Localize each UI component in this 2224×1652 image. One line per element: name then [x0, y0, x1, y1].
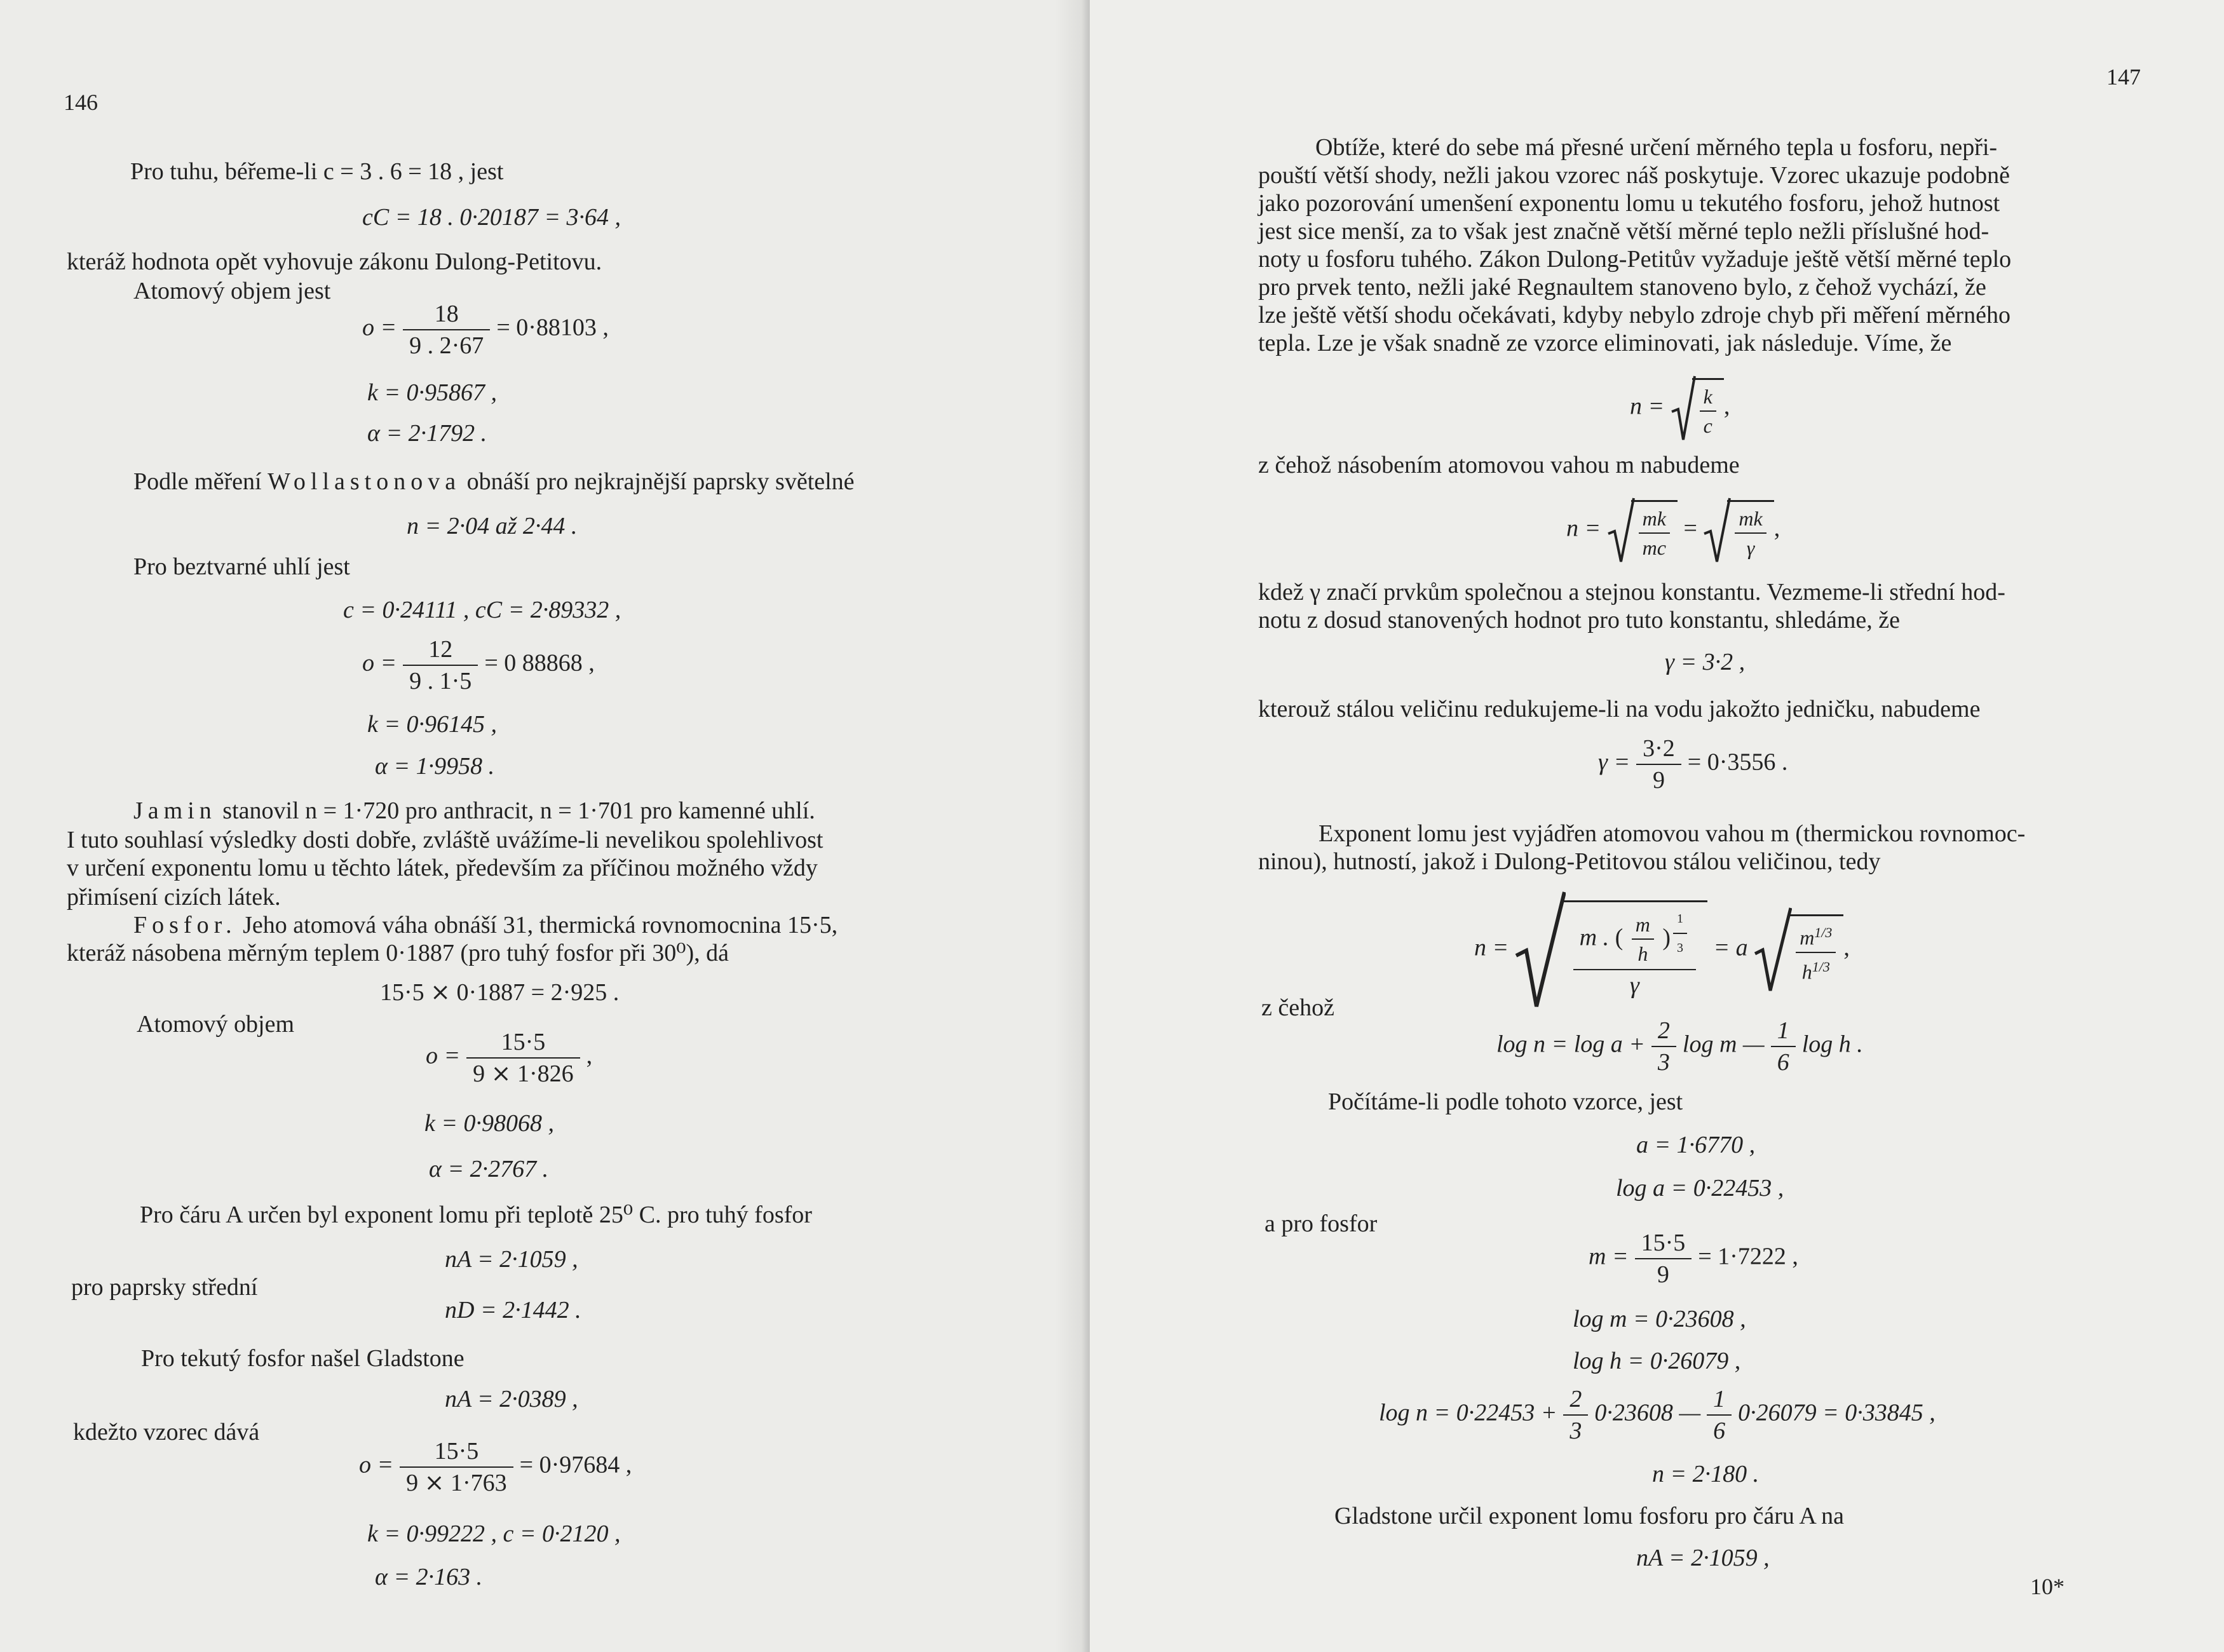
name-jamin: Jamin	[133, 797, 217, 824]
equation: α = 1·9958 .	[375, 753, 495, 780]
text-line: Pro čáru A určen byl exponent lomu při teplotě 25⁰ C. pro tuhý fosfor	[140, 1202, 812, 1228]
heading-fosfor: Fosfor.	[133, 912, 237, 938]
equation-radical: n = m . ( $\frac{m}{h}$ ) $^{\frac{1}{3}}$ γ = a $\frac{m^{1/3}}{h^{1/3}}$ ,	[1474, 890, 1850, 1010]
equation: nD = 2·1442 .	[445, 1297, 581, 1324]
text-line: ninou), hutností, jakož i Dulong-Petitovou stálou veličinou, tedy	[1258, 848, 1881, 875]
text-line: Obtíže, které do sebe má přesné určení měrného tepla u fosforu, nepři-	[1315, 134, 1998, 161]
text-line: kdežto vzorec dává	[73, 1419, 260, 1446]
equation-radical: n = $\frac{k}{c}$ ,	[1630, 374, 1730, 443]
text-line: Gladstone určil exponent lomu fosforu pro čáru A na	[1334, 1503, 1845, 1529]
text-line: Pro tuhu, béřeme-li c = 3 . 6 = 18 , jest	[130, 158, 504, 185]
fraction: $\frac{18}{9 . 2\cdot 67}$	[403, 300, 490, 360]
equation: n = 2·04 až 2·44 .	[407, 513, 578, 539]
text-line: Fosfor. Jeho atomová váha obnáší 31, thermická rovnomocnina 15·5,	[133, 912, 838, 938]
fraction: $\frac{15\cdot 5}{9}$	[1635, 1229, 1692, 1289]
text-line: jako pozorování umenšení exponentu lomu u tekutého fosforu, jehož hutnost	[1258, 190, 2000, 217]
text-line: Pro tekutý fosfor našel Gladstone	[141, 1345, 464, 1372]
right-page	[1090, 0, 2224, 1652]
equation: a = 1·6770 ,	[1636, 1132, 1756, 1158]
text-line: pro paprsky střední	[71, 1274, 258, 1301]
equation-fraction: o = $\frac{18}{9 . 2\cdot 67}$ = 0·88103 ,	[362, 301, 609, 359]
fraction: $\frac{2}{3}$	[1563, 1385, 1588, 1445]
equation: k = 0·98068 ,	[424, 1110, 555, 1137]
text-line: pro prvek tento, nežli jaké Regnaultem stanoveno bylo, z čehož vychází, že	[1258, 274, 1986, 301]
equation: c = 0·24111 , cC = 2·89332 ,	[343, 597, 621, 623]
equation-log: log n = 0·22453 + $\frac{2}{3}$ 0·23608 — $\frac{1}{6}$ 0·26079 = 0·33845 ,	[1379, 1386, 1936, 1444]
left-page	[0, 0, 1090, 1652]
text-line: Podle měření Wollastonova obnáší pro nejkrajnější paprsky světelné	[133, 468, 855, 495]
text-line: v určení exponentu lomu u těchto látek, především za příčinou možného vždy	[67, 855, 818, 881]
fraction: $\frac{12}{9 . 1\cdot 5}$	[403, 635, 478, 695]
fraction: $\frac{k}{c}$	[1700, 383, 1716, 440]
fraction: $\frac{m^{1/3}}{h^{1/3}}$	[1796, 919, 1836, 985]
text-line: a pro fosfor	[1265, 1210, 1378, 1237]
signature-mark: 10*	[2030, 1574, 2065, 1599]
fraction: $\frac{mk}{mc}$	[1639, 504, 1670, 562]
radical-sign	[1515, 890, 1566, 1010]
fraction: $\frac{1}{6}$	[1707, 1385, 1732, 1445]
equation: nA = 2·1059 ,	[1636, 1545, 1770, 1571]
equation-fraction: γ = $\frac{3\cdot 2}{9}$ = 0·3556 .	[1598, 735, 1788, 794]
equation-fraction: o = $\frac{12}{9 . 1\cdot 5}$ = 0 88868 ,	[362, 636, 595, 694]
equation: cC = 18 . 0·20187 = 3·64 ,	[362, 204, 621, 231]
equation: k = 0·96145 ,	[367, 711, 498, 738]
equation-log: log n = log a + $\frac{2}{3}$ log m — $\frac{1}{6}$ log h .	[1496, 1017, 1863, 1076]
text-line: jest sice menší, za to však jest značně větší měrné teplo nežli příslušné hod-	[1258, 218, 1990, 245]
equation: log m = 0·23608 ,	[1573, 1306, 1746, 1332]
text-line: z čehož násobením atomovou vahou m nabudeme	[1258, 452, 1740, 478]
text-line: přimísení cizích látek.	[67, 884, 281, 911]
fraction: $\frac{1}{6}$	[1771, 1017, 1796, 1076]
equation: α = 2·1792 .	[367, 420, 487, 447]
text-line: Atomový objem jest	[133, 278, 331, 304]
fraction: $\frac{mk}{\gamma}$	[1735, 504, 1766, 562]
text-line: I tuto souhlasí výsledky dosti dobře, zvláště uvážíme-li nevelikou spolehlivost	[67, 827, 824, 853]
equation-fraction: o = $\frac{15\cdot 5}{9 ⨯ 1\cdot 763}$ = 0·97684 ,	[359, 1438, 632, 1496]
equation-radical: n = $\frac{mk}{mc}$ = $\frac{mk}{\gamma}$ ,	[1566, 496, 1780, 565]
equation: k = 0·95867 ,	[367, 379, 498, 406]
equation: α = 2·163 .	[375, 1564, 483, 1590]
equation: nA = 2·0389 ,	[445, 1386, 578, 1412]
equation: nA = 2·1059 ,	[445, 1246, 578, 1273]
equation-fraction: m = $\frac{15\cdot 5}{9}$ = 1·7222 ,	[1589, 1229, 1798, 1288]
text-line: z čehož	[1261, 994, 1334, 1021]
page-number-left: 146	[64, 90, 98, 115]
fraction: m . ( $\frac{m}{h}$ ) $^{\frac{1}{3}}$ γ	[1573, 905, 1696, 1000]
text-line: Atomový objem	[137, 1011, 295, 1038]
name-wollaston: Wollastonova	[268, 468, 461, 495]
equation-fraction: o = $\frac{15\cdot 5}{9 ⨯ 1\cdot 826}$ ,	[426, 1029, 593, 1087]
equation: n = 2·180 .	[1652, 1461, 1760, 1487]
text-line: lze ještě větší shodu očekávati, kdyby nebylo zdroje chyb při měření měrného	[1258, 302, 2010, 328]
equation: 15·5 ⨯ 0·1887 = 2·925 .	[380, 979, 620, 1006]
fraction: $\frac{15\cdot 5}{9 ⨯ 1\cdot 826}$	[466, 1028, 580, 1088]
fraction: $\frac{3\cdot 2}{9}$	[1636, 735, 1681, 794]
equation: k = 0·99222 , c = 0·2120 ,	[367, 1520, 621, 1547]
text-line: kdež γ značí prvkům společnou a stejnou konstantu. Vezmeme-li střední hod-	[1258, 579, 2005, 606]
text-line: kteráž násobena měrným teplem 0·1887 (pro tuhý fosfor při 30⁰), dá	[67, 940, 729, 966]
equation: log a = 0·22453 ,	[1616, 1175, 1784, 1202]
page-number-right: 147	[2106, 64, 2141, 90]
text-line: pouští větší shody, nežli jakou vzorec náš poskytuje. Vzorec ukazuje podobně	[1258, 162, 2010, 189]
equation: γ = 3·2 ,	[1665, 649, 1746, 675]
text-line: kterouž stálou veličinu redukujeme-li na vodu jakožto jedničku, nabudeme	[1258, 696, 1981, 722]
text-line: Exponent lomu jest vyjádřen atomovou vahou m (thermickou rovnomoc-	[1319, 820, 2026, 847]
text-line: noty u fosforu tuhého. Zákon Dulong-Petitův vyžaduje ještě větší měrné teplo	[1258, 246, 2012, 273]
text-line: Jamin stanovil n = 1·720 pro anthracit, n = 1·701 pro kamenné uhlí.	[133, 797, 815, 824]
fraction: $\frac{2}{3}$	[1651, 1017, 1676, 1076]
equation: α = 2·2767 .	[429, 1156, 549, 1182]
text-line: kteráž hodnota opět vyhovuje zákonu Dulong-Petitovu.	[67, 248, 602, 275]
fraction: $\frac{15\cdot 5}{9 ⨯ 1\cdot 763}$	[400, 1437, 513, 1497]
text-line: Počítáme-li podle tohoto vzorce, jest	[1328, 1088, 1683, 1115]
radical-sign	[1754, 905, 1792, 994]
text-line: tepla. Lze je však snadně ze vzorce eliminovati, jak následuje. Víme, že	[1258, 330, 1952, 356]
text-line: Pro beztvarné uhlí jest	[133, 553, 350, 580]
equation: log h = 0·26079 ,	[1573, 1348, 1741, 1374]
text-line: notu z dosud stanovených hodnot pro tuto konstantu, shledáme, že	[1258, 607, 1900, 633]
